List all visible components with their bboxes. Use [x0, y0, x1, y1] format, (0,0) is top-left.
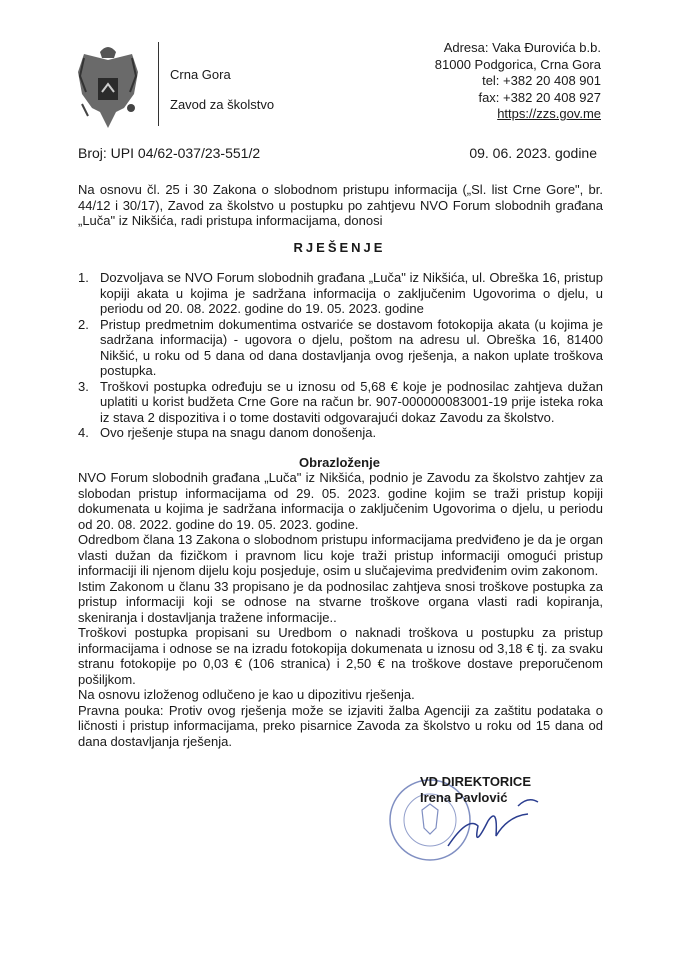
reasoning-title: Obrazloženje — [299, 455, 380, 470]
item-text: Pristup predmetnim dokumentima ostvariće se dostavom fotokopija akata (u kojima je sadržana informacija) - ugovora o djelu, poštom na adresu ul. Obreška 16, 81400 Nikšić, u roku od 5 dana od dana dostavljanja ovog rješenja, a nakon uplate troškova postupka. — [100, 316, 603, 378]
decision-item — [78, 425, 603, 441]
header-divider — [158, 42, 159, 126]
country-name: Crna Gora — [170, 67, 231, 82]
reasoning-paragraph: Troškovi postupka propisani su Uredbom o naknadi troškova u postupku za pristup informacijama i odnose se na izradu fotokopija dokumenata u iznosu od 3,18 € tj. za svaku stranu fotokopije po 0,03 € (106 stranica) i 2,50 € na troškove dostave preporučenom pošiljkom. — [78, 625, 603, 687]
decision-title: RJEŠENJE — [293, 240, 386, 255]
reasoning-paragraph: NVO Forum slobodnih građana „Luča" iz Nikšića, podnio je Zavodu za školstvo zahtjev za slobodan pristup informacijama od 29. 05. 2023. godine kojim se traži pristup kopiji dokumenata u kojima je sadržana informacija o zaključenim Ugovorima o djelu, u periodu od 20. 08. 2022. godine do 19. 05. 2023. godine. — [78, 470, 603, 532]
website-link[interactable]: https://zzs.gov.me — [497, 106, 601, 121]
reasoning-body — [78, 470, 603, 749]
address-line: Adresa: Vaka Đurovića b.b. — [443, 40, 601, 55]
fax-line: fax: +382 20 408 927 — [478, 89, 601, 105]
decision-item — [78, 317, 603, 379]
item-text: Dozvoljava se NVO Forum slobodnih građana „Luča" iz Nikšića, ul. Obreška 16, pristup kopiji akata u kojima je sadržana informacija o zaključenim Ugovorima o djelu, u periodu od 20. 08. 2022. godine do 19. 05. 2023. godine — [100, 270, 603, 316]
item-number: 3. — [78, 378, 89, 394]
item-number: 4. — [78, 425, 89, 440]
signatory-title: VD DIREKTORICE — [420, 774, 531, 789]
reference-number: Broj: UPI 04/62-037/23-551/2 — [78, 145, 261, 161]
item-number: 2. — [78, 316, 89, 332]
coat-of-arms-emblem — [74, 42, 142, 134]
reasoning-paragraph: Na osnovu izloženog odlučeno je kao u dipozitivu rješenja. — [78, 687, 415, 702]
signatory-name: Irena Pavlović — [420, 790, 508, 805]
item-text: Ovo rješenje stupa na snagu danom donošenja. — [100, 425, 377, 440]
decision-item — [78, 270, 603, 317]
item-text: Troškovi postupka određuju se u iznosu od 5,68 € koje je podnosilac zahtjeva dužan uplatiti u korist budžeta Crne Gore na račun br. 907-000000083001-19 prije isteka roka iz stava 2 dispozitiva i o tome dostaviti odgovarajući dokaz Zavodu za školstvo. — [100, 378, 603, 425]
legal-remedy-paragraph: Pravna pouka: Protiv ovog rješenja može se izjaviti žalba Agenciji za zaštitu podataka o ličnosti i pristup informacijama, preko pisarnice Zavoda za školstvo u roku od 15 dana od dana dostavljanja rješenja. — [78, 702, 603, 749]
decision-list — [78, 270, 603, 441]
address-line: 81000 Podgorica, Crna Gora — [434, 56, 601, 72]
signature-block — [420, 774, 531, 806]
item-number: 1. — [78, 270, 89, 285]
reasoning-paragraph: Odredbom člana 13 Zakona o slobodnom pristupu informacijama predviđeno je da je organ vlasti dužan da fizičkom i pravnom licu koje traži pristup informaciji omogući pristup informaciji ili njenom dijelu koju posjeduje, osim u slučajevima predviđenim ovim zakonom. — [78, 532, 603, 578]
reasoning-paragraph: Istim Zakonom u članu 33 propisano je da podnosilac zahtjeva snosi troškove postupka za pristup informaciji koji se odnose na stvarne troškove organa vlasti radi kopiranja, skeniranja i dostavljanja tražene informacije.. — [78, 578, 603, 625]
institution-name: Zavod za školstvo — [170, 97, 275, 112]
signature-scribble — [448, 800, 538, 846]
address-block — [435, 40, 601, 123]
phone-line: tel: +382 20 408 901 — [482, 73, 601, 88]
document-date: 09. 06. 2023. godine — [469, 145, 597, 161]
intro-paragraph: Na osnovu čl. 25 i 30 Zakona o slobodnom pristupu informacija („Sl. list Crne Gore", br. 44/12 i 30/17), Zavod za školstvo u postupku po zahtjevu NVO Forum slobodnih građana „Luča" iz Nikšića, radi pristupa informacijama, donosi — [78, 182, 603, 228]
decision-item — [78, 379, 603, 426]
